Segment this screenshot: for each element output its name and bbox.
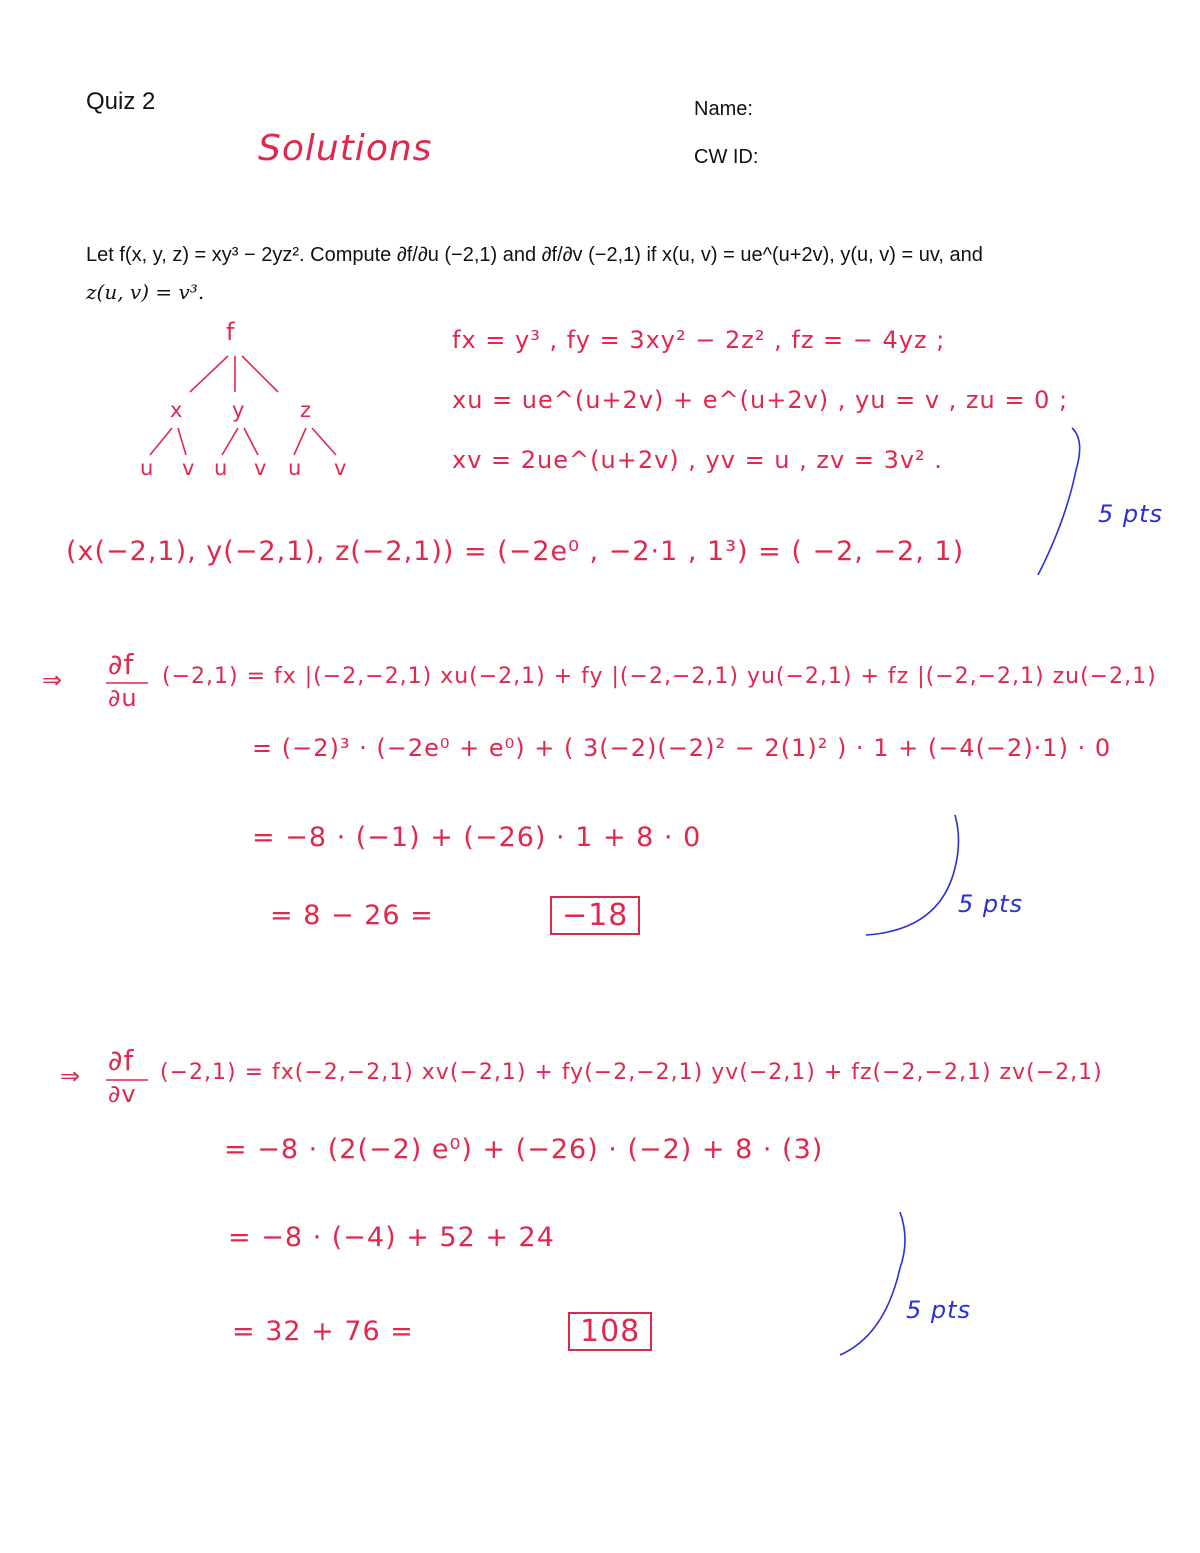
problem-line-2: z(u, v) = v³. <box>86 280 205 304</box>
points-setup: 5 pts <box>1098 500 1164 528</box>
points-dv: 5 pts <box>906 1296 972 1324</box>
tree-leaf: u <box>140 456 155 480</box>
du-line-3: = −8 · (−1) + (−26) · 1 + 8 · 0 <box>252 822 702 853</box>
tree-root: f <box>226 318 236 346</box>
point-evaluation: (x(−2,1), y(−2,1), z(−2,1)) = (−2e⁰ , −2·1 , 1³) = ( −2, −2, 1) <box>66 536 965 567</box>
dv-frac-top: ∂f <box>108 1044 135 1077</box>
tree-leaf: v <box>254 456 268 480</box>
du-line-4: = 8 − 26 = <box>270 900 434 931</box>
dv-frac-bottom: ∂v <box>108 1080 137 1108</box>
points-du: 5 pts <box>958 890 1024 918</box>
tree-node-z: z <box>300 398 313 422</box>
tree-leaf: u <box>288 456 303 480</box>
tree-node-y: y <box>232 398 246 422</box>
implies-arrow-dv: ⇒ <box>60 1062 82 1090</box>
dv-line-1: (−2,1) = fx(−2,−2,1) xv(−2,1) + fy(−2,−2,1) yv(−2,1) + fz(−2,−2,1) zv(−2,1) <box>160 1060 1103 1085</box>
quiz-title: Quiz 2 <box>86 88 156 115</box>
cwid-label: CW ID: <box>694 146 759 168</box>
tree-leaf: u <box>214 456 229 480</box>
du-line-1: (−2,1) = fx |(−2,−2,1) xu(−2,1) + fy |(−2,−2,1) yu(−2,1) + fz |(−2,−2,1) zu(−2,1) <box>162 664 1157 689</box>
partials-row-2: xu = ue^(u+2v) + e^(u+2v) , yu = v , zu = 0 ; <box>452 386 1069 414</box>
tree-leaf: v <box>334 456 348 480</box>
name-label: Name: <box>694 98 753 120</box>
tree-leaf: v <box>182 456 196 480</box>
du-frac-bottom: ∂u <box>108 684 138 712</box>
tree-node-x: x <box>170 398 184 422</box>
solutions-heading: Solutions <box>258 128 433 169</box>
implies-arrow-du: ⇒ <box>42 666 64 694</box>
partials-row-1: fx = y³ , fy = 3xy² − 2z² , fz = − 4yz ; <box>452 326 946 354</box>
dv-line-2: = −8 · (2(−2) e⁰) + (−26) · (−2) + 8 · (3) <box>224 1134 824 1165</box>
du-frac-top: ∂f <box>108 648 135 681</box>
du-line-2: = (−2)³ · (−2e⁰ + e⁰) + ( 3(−2)(−2)² − 2(1)² ) · 1 + (−4(−2)·1) · 0 <box>252 734 1112 762</box>
dv-line-4: = 32 + 76 = <box>232 1316 414 1347</box>
du-answer: −18 <box>550 896 640 935</box>
problem-line-1: Let f(x, y, z) = xy³ − 2yz². Compute ∂f/∂u (−2,1) and ∂f/∂v (−2,1) if x(u, v) = ue^(u+2v), y(u, v) = uv, and <box>86 244 983 266</box>
dv-answer: 108 <box>568 1312 652 1351</box>
dv-line-3: = −8 · (−4) + 52 + 24 <box>228 1222 555 1253</box>
partials-row-3: xv = 2ue^(u+2v) , yv = u , zv = 3v² . <box>452 446 943 474</box>
